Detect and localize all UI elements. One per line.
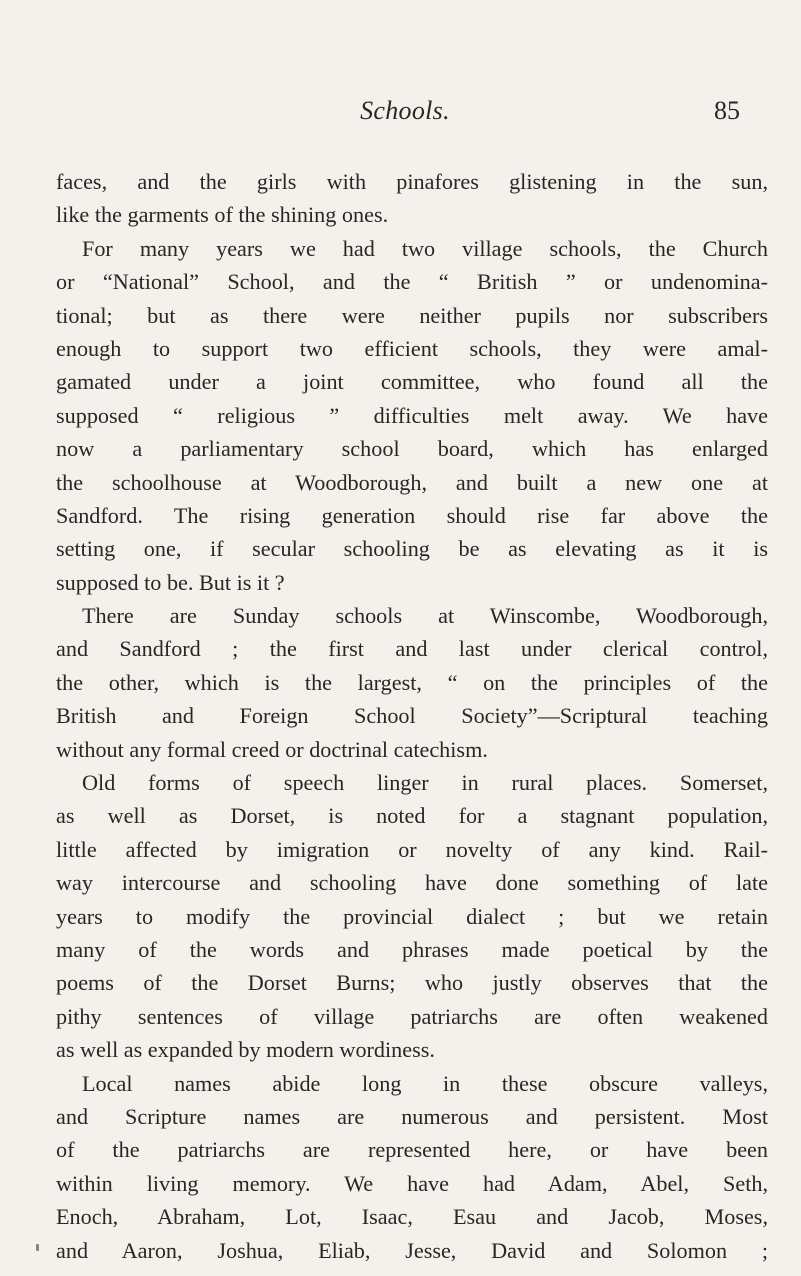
text-line: gamated under a joint committee, who found all the [56,369,768,395]
text-line: poems of the Dorset Burns; who justly observes that the [56,970,768,996]
text-line: now a parliamentary school board, which has enlarged [56,436,768,462]
text-line: Sandford. The rising generation should rise far above the [56,502,768,528]
text-line: Enoch, Abraham, Lot, Isaac, Esau and Jacob, Moses, [56,1204,768,1230]
text-line: pithy sentences of village patriarchs are often weakened [56,1003,768,1029]
text-line: supposed to be. But is it ? [56,569,285,595]
text-line: the schoolhouse at Woodborough, and built a new one at [56,469,768,495]
page-number: 85 [714,96,740,125]
text-line: within living memory. We have had Adam, Abel, Seth, [56,1170,768,1196]
running-head [60,92,750,132]
text-line: faces, and the girls with pinafores glistening in the sun, [56,169,768,194]
paragraph-start-line: For many years we had two village schools, the Church [82,235,768,261]
text-line: the other, which is the largest, “ on the principles of the [56,669,768,695]
running-title: Schools. [360,96,450,125]
text-line: and Sandford ; the first and last under clerical control, [56,636,768,662]
text-line: supposed “ religious ” difficulties melt away. We have [56,402,768,428]
text-line: tional; but as there were neither pupils nor subscribers [56,302,768,328]
ink-speck [36,1244,39,1251]
text-line: as well as Dorset, is noted for a stagnant population, [56,803,768,829]
text-line: without any formal creed or doctrinal catechism. [56,736,488,762]
text-line: many of the words and phrases made poetical by the [56,936,768,962]
text-line: setting one, if secular schooling be as elevating as it is [56,536,768,562]
text-line: British and Foreign School Society”—Scriptural teaching [56,703,768,729]
paragraph-start-line: There are Sunday schools at Winscombe, Woodborough, [82,603,768,629]
text-line: like the garments of the shining ones. [56,202,389,228]
text-line: or “National” School, and the “ British ” or undenomina- [56,269,768,295]
text-line: and Scripture names are numerous and persistent. Most [56,1103,768,1129]
text-line: years to modify the provincial dialect ; but we retain [56,903,768,929]
text-line: little affected by imigration or novelty of any kind. Rail- [56,836,768,862]
text-line: and Aaron, Joshua, Eliab, Jesse, David and Solomon ; [56,1237,768,1263]
text-line: enough to support two efficient schools, they were amal- [56,335,768,361]
text-line: of the patriarchs are represented here, or have been [56,1137,768,1163]
text-line: as well as expanded by modern wordiness. [56,1037,435,1063]
text-line: way intercourse and schooling have done something of late [56,870,768,896]
paragraph-start-line: Old forms of speech linger in rural places. Somerset, [82,770,768,796]
paragraph-start-line: Local names abide long in these obscure valleys, [82,1070,768,1096]
body-text [56,165,768,1267]
